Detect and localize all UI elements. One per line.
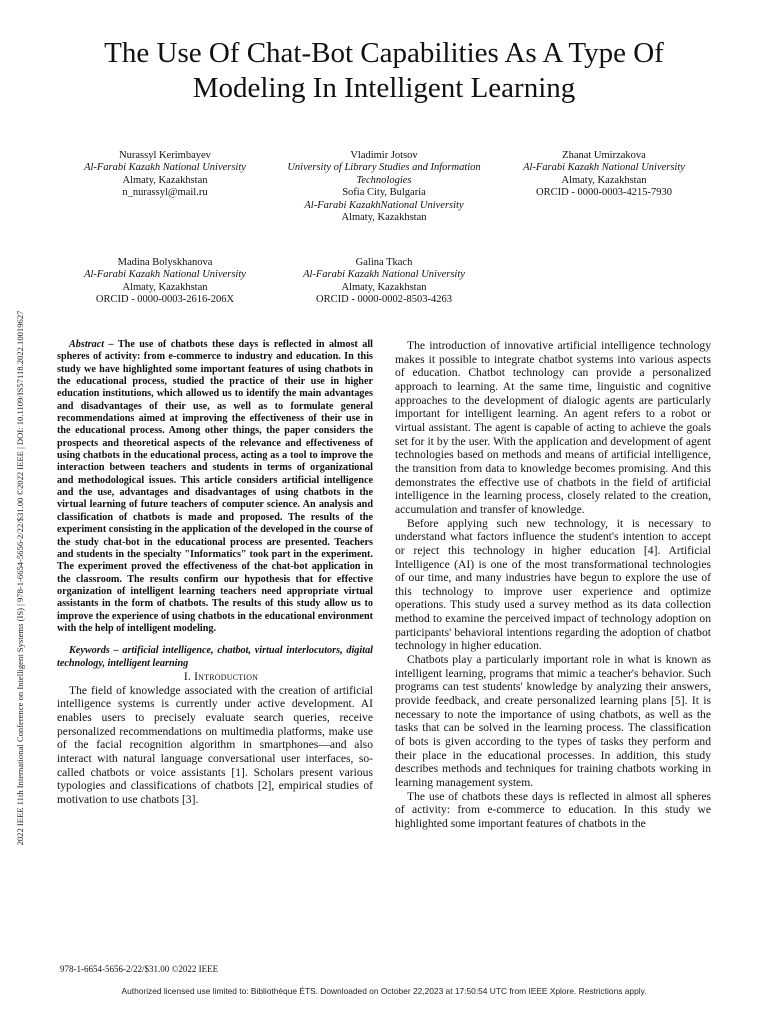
author-name: Zhanat Umirzakova [562,150,646,161]
paragraph: Chatbots play a particularly important role in what is known as intelligent learning, programs that mimic a teacher's behavior. Such programs can test students' knowledge by analyzing their answers, provide feedback, and create personalized learning plans [5]. It is necessary to note the importance of using chatbots, as well as the tasks that can be solved in the learning process. The classification of bots is given according to the types of tasks they perform and their place in the educational processes. In addition, this study describes methods and techniques for training chatbots working in learning management system. [395,653,711,789]
author-block-2 [273,150,495,224]
paragraph: Before applying such new technology, it is necessary to understand what factors influence the student's intention to accept or reject this technology in higher education [4]. Artificial Intelligence (AI) is one of the most transformational technologies of our time, and many industries have begun to explore the use of this technology to improve user experience and optimize operations. This study used a survey method as its data collection method to examine the perceived impact of technology adoption on participants' behavioral intentions regarding the adoption of chatbot technology in higher education. [395,516,711,653]
section-number: I. [183,669,191,683]
author-location: Almaty, Kazakhstan [561,174,647,186]
keywords: Keywords – artificial intelligence, chatbot, virtual interlocutors, digital technology, intelligent learning [57,645,373,669]
paragraph: The use of chatbots these days is reflected in almost all spheres of activity: from e-commerce to education. In this study we highlighted some important features of chatbots in the [395,789,711,830]
abstract [57,339,373,635]
license-footer: Authorized licensed use limited to: Bibliothèque ÉTS. Downloaded on October 22,2023 at 17:50:54 UTC from IEEE Xplore. Restrictions apply. [121,986,647,996]
author-block-1 [55,150,275,200]
author-location: Almaty, Kazakhstan [122,174,208,186]
author-location: Sofia City, Bulgaria [342,187,426,199]
author-affiliation: Al-Farabi Kazakh National University [84,269,246,281]
author-location: Almaty, Kazakhstan [341,281,427,293]
side-citation-text: 2022 IEEE 11th International Conference on Intelligent Systems (IS) | 978-1-6654-5656-2/22/$31.00 ©2022 IEEE | DOI: 10.1109/IS57118.2022.10019627 [15,310,25,846]
author-orcid: ORCID - 0000-0003-4215-7930 [536,187,672,199]
author-block-4 [55,257,275,307]
paragraph: The field of knowledge associated with the creation of artificial intelligence systems is currently under active development. AI enables users to precisely evaluate search queries, receive personalized recommendations on multimedia platforms, make use of the facial recognition algorithm in smartphones—and also interact with natural language conversational user interfaces, so-called chatbots or voice assistants [1]. Scholars present various typologies and classifications of chatbots [2], empirical studies of motivation to use chatbots [3]. [57,683,373,806]
author-affiliation: Al-Farabi Kazakh National University [523,162,685,174]
author-location-2: Almaty, Kazakhstan [341,212,427,224]
author-block-3 [494,150,714,200]
abstract-text: The use of chatbots these days is reflected in almost all spheres of activity: from e-commerce to industry and education. In this study we have highlighted some important features of using chatbots in the educational process, studied the practice of their use in higher education institutions, which allowed us to identify the main advantages and disadvantages of their use, as well as to formulate general recommendations aimed at improving the effectiveness of their use in the educational process. Among other things, the paper considers the prospects and theoretical aspects of the relevance and effectiveness of using chatbots in the educational process, acting as a tool to improve the interaction between teachers and students in terms of organizational and methodological issues. This article considers artificial intelligence and the use, advantages and disadvantages of using chatbots in the virtual learning of future teachers of computer science. An analysis and classification of chatbots is made and proposed. The results of the experiment consisting in the application of the developed in the course of the study chat-bot in the educational process are presented. Teachers and students in the specialty "Informatics" took part in the experiment. The experiment proved the effectiveness of the chat-bot application in the classroom. The results confirm our hypothesis that for effective organization of intelligent learning teachers need appropriate virtual assistants in the form of chatbots. The results of this study allow us to improve the experience of using chatbots in the educational environment with the help of intelligent modeling. [57,339,373,634]
abstract-lead: Abstract – [69,339,114,350]
author-name: Galina Tkach [355,257,413,268]
title-line-2: Modeling In Intelligent Learning [192,72,576,104]
paragraph: The introduction of innovative artificial intelligence technology makes it possible to integrate chatbot systems into various aspects of education. Chatbot technology can provide a personalized approach to learning. At the same time, linguistic and cognitive approaches to the development of dialogic agents are particularly important for intelligent learning. An agent refers to a robot or virtual assistant. The agent is capable of acting to achieve the goals set for it by the user. With the application and development of agent technologies based on methods and means of artificial intelligence, the transition from data to knowledge becomes promising. And this demonstrates the effective use of chatbots in the field of artificial intelligence in the learning process, closely related to the creation, accumulation and transfer of knowledge. [395,339,711,516]
author-orcid: ORCID - 0000-0003-2616-206X [95,294,235,306]
author-affiliation-2: Al-Farabi KazakhNational University [304,199,464,211]
section-heading [57,670,373,684]
author-affiliation: University of Library Studies and Information [287,162,481,174]
author-name: Vladimir Jotsov [350,150,418,161]
author-email: n_nurassyl@mail.ru [122,187,208,199]
author-orcid: ORCID - 0000-0002-8503-4263 [316,294,452,306]
author-block-5 [273,257,495,307]
right-column [395,339,711,831]
paper-title [60,36,708,106]
section-title: Introduction [194,669,259,683]
left-column [57,339,373,807]
author-affiliation: Technologies [356,174,412,186]
author-name: Nurassyl Kerimbayev [119,150,211,161]
author-location: Almaty, Kazakhstan [122,281,208,293]
copyright-footer: 978-1-6654-5656-2/22/$31.00 ©2022 IEEE [60,964,219,974]
title-line-1: The Use Of Chat-Bot Capabilities As A Type Of [104,37,664,69]
author-affiliation: Al-Farabi Kazakh National University [84,162,246,174]
author-name: Madina Bolyskhanova [117,257,213,268]
author-affiliation: Al-Farabi Kazakh National University [303,269,465,281]
